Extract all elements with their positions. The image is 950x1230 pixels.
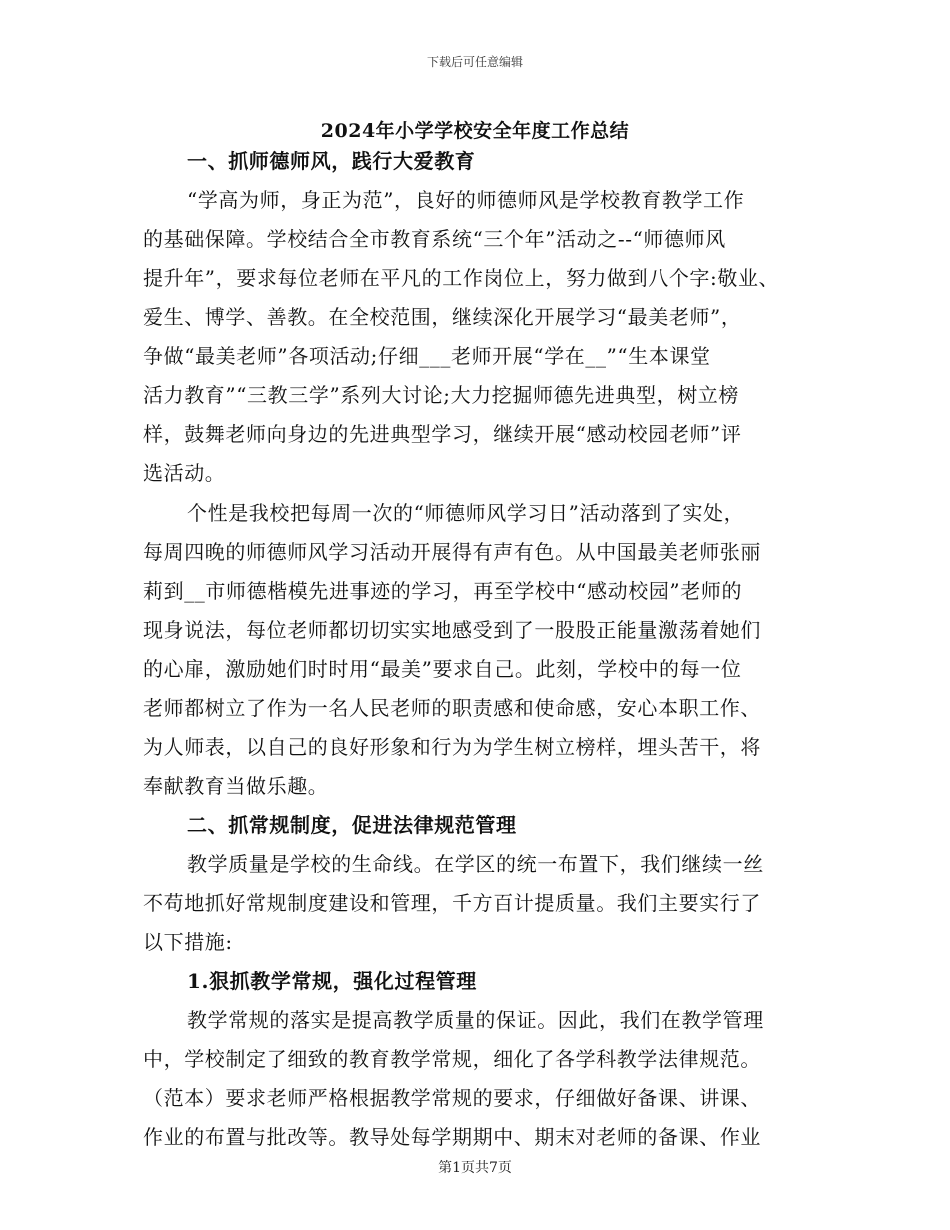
- paragraph-line: 样，鼓舞老师向身边的先进典型学习，继续开展“感动校园老师”评: [143, 422, 742, 446]
- paragraph-line: 作业的布置与批改等。教导处每学期期中、期末对老师的备课、作业: [143, 1125, 761, 1149]
- document-title: 2024年小学学校安全年度工作总结: [320, 120, 630, 142]
- paragraph-line: 提升年”，要求每位老师在平凡的工作岗位上，努力做到八个字:敬业、: [143, 266, 780, 290]
- paragraph-line: 以下措施:: [143, 930, 233, 954]
- section-heading-1: 一、抓师德师风，践行大爱教育: [187, 149, 476, 173]
- paragraph-line: 爱生、博学、善教。在全校范围，继续深化开展学习“最美老师”，: [143, 305, 742, 329]
- paragraph-line: 教学质量是学校的生命线。在学区的统一布置下，我们继续一丝: [187, 852, 764, 876]
- paragraph-line: 的基础保障。学校结合全市教育系统“三个年”活动之--“师德师风: [143, 227, 726, 251]
- paragraph-line: 现身说法，每位老师都切切实实地感受到了一股股正能量激荡着她们: [143, 618, 761, 642]
- paragraph-line: 的心扉，激励她们时时用“最美”要求自己。此刻，学校中的每一位: [143, 657, 742, 681]
- paragraph-line: 选活动。: [143, 461, 226, 485]
- paragraph-line: 老师都树立了作为一名人民老师的职责感和使命感，安心本职工作、: [143, 696, 761, 720]
- paragraph-line: 每周四晚的师德师风学习活动开展得有声有色。从中国最美老师张丽: [143, 540, 761, 564]
- paragraph-line: 莉到__市师德楷模先进事迹的学习，再至学校中“感动校园”老师的: [143, 579, 743, 603]
- paragraph-line: 奉献教育当做乐趣。: [143, 774, 329, 798]
- paragraph-line: 个性是我校把每周一次的“师德师风学习日”活动落到了实处，: [187, 501, 745, 525]
- paragraph-line: （范本）要求老师严格根据教学常规的要求，仔细做好备课、讲课、: [143, 1086, 761, 1110]
- paragraph-line: 为人师表，以自己的良好形象和行为为学生树立榜样，埋头苦干，将: [143, 735, 761, 759]
- paragraph-line: 中，学校制定了细致的教育教学常规，细化了各学科教学法律规范。: [143, 1047, 761, 1071]
- subsection-heading-1: 1.狠抓教学常规，强化过程管理: [187, 969, 477, 993]
- header-note: 下载后可任意编辑: [426, 55, 523, 69]
- paragraph-line: 活力教育”“三教三学”系列大讨论;大力挖掘师德先进典型，树立榜: [143, 383, 740, 407]
- paragraph-line: “学高为师，身正为范”，良好的师德师风是学校教育教学工作: [187, 188, 745, 212]
- paragraph-line: 争做“最美老师”各项活动;仔细___老师开展“学在__”“生本课堂: [143, 344, 711, 368]
- paragraph-line: 教学常规的落实是提高教学质量的保证。因此，我们在教学管理: [187, 1008, 764, 1032]
- paragraph-line: 不苟地抓好常规制度建设和管理，千方百计提质量。我们主要实行了: [143, 891, 761, 915]
- page-footer: 第1页共7页: [438, 1160, 512, 1176]
- section-heading-2: 二、抓常规制度，促进法律规范管理: [187, 813, 517, 837]
